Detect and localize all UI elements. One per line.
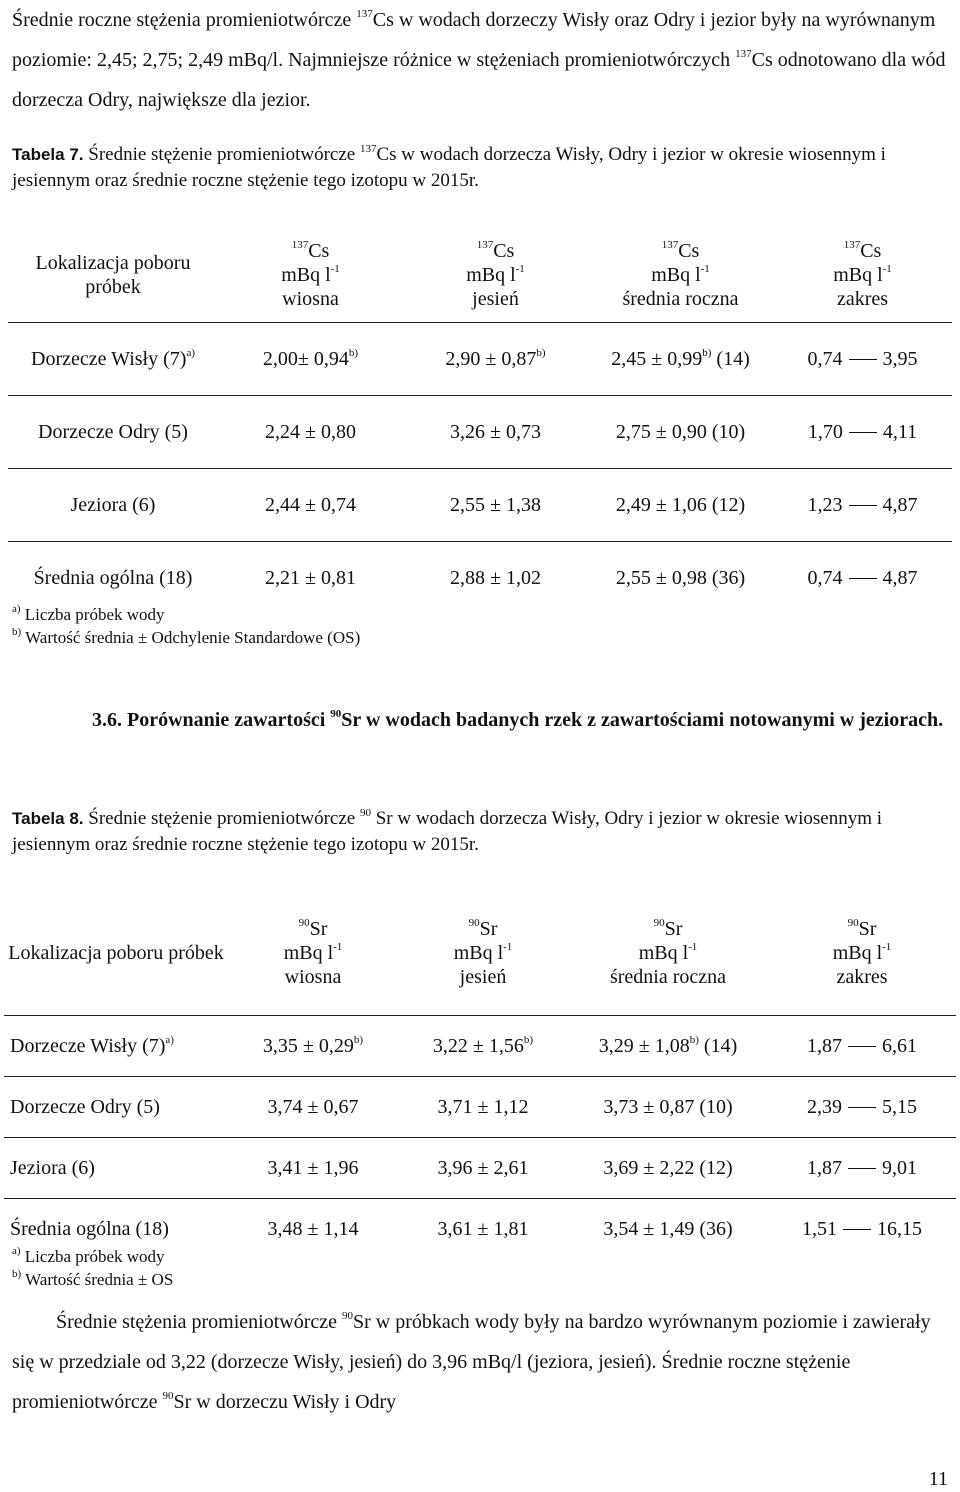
cell-range: 1,51 16,15	[802, 1217, 922, 1240]
cell-range: 0,74 3,95	[807, 347, 918, 370]
header-spring: $^{90}$Sr mBq $l^{-1}$ wiosna	[283, 916, 343, 988]
cell-autumn: 2,55 ± 1,38	[450, 493, 541, 516]
cell-location: Jeziora (6)	[70, 493, 156, 516]
table-row	[4, 1077, 956, 1138]
cell-autumn: 3,26 ± 0,73	[450, 420, 541, 443]
closing-paragraph: Średnie stężenia promieniotwórcze $^{90}$Sr w próbkach wody były na bardzo wyrównanym poziomie i zawierały się w przedziale od 3,22 (dorzecze Wisły, jesień) do 3,96 mBq/l (jeziora, jesień). Średnie roczne stężenie promieniotwórcze $^{90}$Sr w dorzeczu Wisły i Odry	[12, 1310, 931, 1413]
cell-range: 1,87 6,61	[807, 1034, 917, 1057]
table8-note-b: $^{b)}$ Wartość średnia ± OS	[12, 1268, 174, 1289]
cell-spring: 2,24 ± 0,80	[265, 420, 356, 443]
page-number: 11	[928, 1468, 948, 1490]
header-autumn: $^{90}$Sr mBq $l^{-1}$ jesień	[453, 916, 513, 988]
cell-location: Dorzecze Odry (5)	[38, 420, 188, 443]
cell-annual: 3,69 ± 2,22 (12)	[603, 1156, 733, 1179]
table-header-row	[4, 890, 956, 1016]
cell-spring: 3,48 ± 1,14	[267, 1217, 359, 1240]
cell-autumn: 2,88 ± 1,02	[450, 566, 541, 589]
header-annual: $^{90}$Sr mBq $l^{-1}$ średnia roczna	[609, 916, 727, 988]
table7	[8, 227, 952, 614]
cell-autumn: $2,90 \pm 0,87^{b)}$	[445, 346, 546, 370]
cell-annual: 2,49 ± 1,06 (12)	[615, 493, 746, 516]
section-heading: 3.6. Porównanie zawartości $^{90}$Sr w wodach badanych rzek z zawartościami notowanymi w jeziorach.	[92, 708, 944, 731]
header-annual: $^{137}$Cs mBq $l^{-1}$ średnia roczna	[622, 238, 739, 310]
cell-annual: 2,75 ± 0,90 (10)	[615, 420, 746, 443]
cell-autumn: 3,96 ± 2,61	[437, 1156, 529, 1179]
cell-location: Dorzecze Odry (5)	[10, 1095, 160, 1118]
cell-range: 1,87 9,01	[807, 1156, 917, 1179]
cell-autumn: $3,22 \pm 1,56^{b)}$	[432, 1033, 534, 1057]
cell-location: Jeziora (6)	[10, 1156, 95, 1179]
table8	[4, 890, 956, 1259]
table-row	[4, 1016, 956, 1077]
header-range: $^{90}$Sr mBq $l^{-1}$ zakres	[832, 916, 892, 988]
header-range: $^{137}$Cs mBq $l^{-1}$ zakres	[833, 238, 892, 310]
cell-autumn: 3,61 ± 1,81	[437, 1217, 529, 1240]
cell-annual: 2,55 ± 0,98 (36)	[615, 566, 746, 589]
cell-annual: 3,54 ± 1,49 (36)	[603, 1217, 733, 1240]
cell-location: Średnia ogólna (18)	[10, 1217, 169, 1240]
table-header-row	[8, 227, 952, 323]
cell-range: 1,23 4,87	[807, 493, 918, 516]
cell-location: Średnia ogólna (18)	[33, 566, 193, 589]
header-autumn: $^{137}$Cs mBq $l^{-1}$ jesień	[466, 238, 525, 310]
cell-spring: 2,44 ± 0,74	[265, 493, 356, 516]
cell-location: Dorzecze Wisły $(7)^{a)}$	[10, 1033, 174, 1057]
cell-annual: $3,29 \pm 1,08^{b)}$ (14)	[598, 1033, 738, 1057]
intro-paragraph: Średnie roczne stężenia promieniotwórcze $^{137}$Cs w wodach dorzeczy Wisły oraz Odry i jezior były na wyrównanym poziomie: 2,45; 2,75; 2,49 mBq/l. Najmniejsze różnice w stężeniach promieniotwórczych $^{137}$Cs odnotowano dla wód dorzecza Odry, największe dla jezior.	[12, 8, 946, 111]
cell-range: 0,74 4,87	[807, 566, 918, 589]
cell-spring: 3,41 ± 1,96	[267, 1156, 359, 1179]
table-row	[4, 1138, 956, 1199]
cell-spring: $2,00\pm 0,94^{b)}$	[262, 346, 359, 370]
cell-autumn: 3,71 ± 1,12	[437, 1095, 529, 1118]
cell-range: 1,70 4,11	[807, 420, 918, 443]
cell-annual: 3,73 ± 0,87 (10)	[603, 1095, 733, 1118]
cell-annual: $2,45 \pm 0,99^{b)}$ (14)	[611, 346, 750, 370]
table7-note-a: $^{a)}$ Liczba próbek wody	[12, 603, 165, 624]
cell-location: Dorzecze Wisły $(7)^{a)}$	[31, 346, 195, 370]
header-location: Lokalizacja poboru próbek	[35, 251, 191, 298]
header-spring: $^{137}$Cs mBq $l^{-1}$ wiosna	[281, 238, 340, 310]
table7-note-b: $^{b)}$ Wartość średnia ± Odchylenie Standardowe (OS)	[12, 626, 361, 647]
table8-caption: Tabela 8. Średnie stężenie promieniotwórcze $^{90}$ Sr w wodach dorzecza Wisły, Odry i jezior w okresie wiosennym i jesiennym oraz średnie roczne stężenie tego izotopu w 2015r.	[12, 806, 882, 855]
cell-spring: $3,35 \pm 0,29^{b)}$	[262, 1033, 364, 1057]
table-row	[8, 323, 952, 396]
table7-caption: Tabela 7. Średnie stężenie promieniotwórcze $^{137}$Cs w wodach dorzecza Wisły, Odry i jezior w okresie wiosennym i jesiennym oraz średnie roczne stężenie tego izotopu w 2015r.	[12, 142, 886, 191]
cell-spring: 3,74 ± 0,67	[267, 1095, 359, 1118]
table-row	[8, 396, 952, 469]
cell-range: 2,39 5,15	[807, 1095, 917, 1118]
header-location: Lokalizacja poboru próbek	[8, 941, 224, 964]
cell-spring: 2,21 ± 0,81	[265, 566, 356, 589]
table-row	[8, 469, 952, 542]
table8-note-a: $^{a)}$ Liczba próbek wody	[12, 1245, 165, 1266]
